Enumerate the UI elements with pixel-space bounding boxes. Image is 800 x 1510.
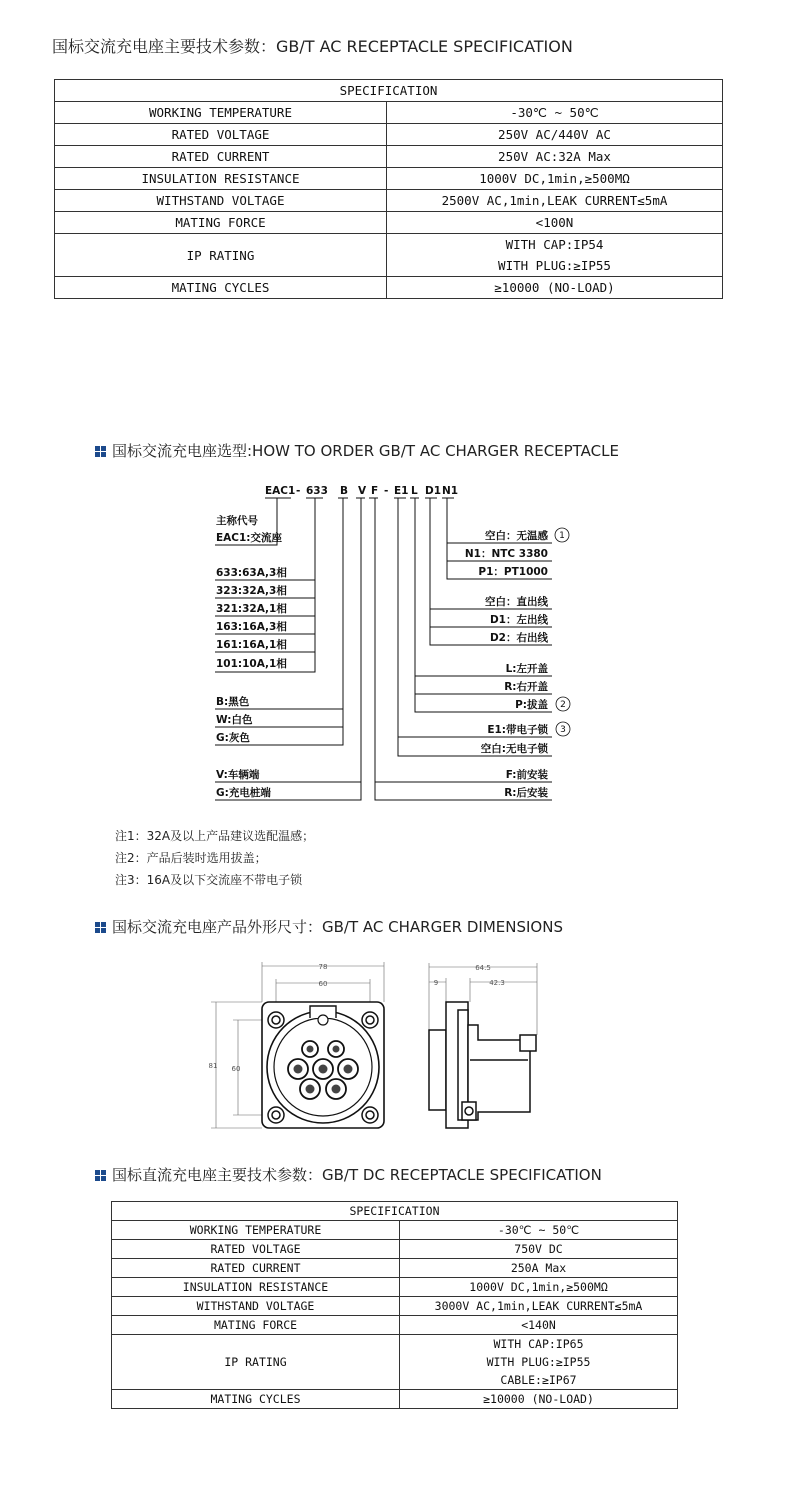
order-heading-text: 国标交流充电座选型:HOW TO ORDER GB/T AC CHARGER RECEPTACLE bbox=[112, 442, 619, 460]
spec-row bbox=[55, 168, 723, 190]
spec-value: 250V AC/440V AC bbox=[387, 124, 723, 146]
code-lock: E1 bbox=[394, 485, 409, 497]
end-option: G:充电桩端 bbox=[216, 787, 271, 799]
spec-value: <140N bbox=[400, 1316, 678, 1335]
spec-value: <100N bbox=[387, 212, 723, 234]
spec-value: 1000V DC,1min,≥500MΩ bbox=[400, 1278, 678, 1297]
end-option: V:车辆端 bbox=[216, 769, 260, 781]
spec-row bbox=[112, 1316, 678, 1335]
spec-label: INSULATION RESISTANCE bbox=[55, 168, 387, 190]
code-temp: N1 bbox=[442, 485, 459, 497]
spec-row bbox=[112, 1278, 678, 1297]
side-view bbox=[429, 1002, 536, 1128]
note-line: 注3：16A及以下交流座不带电子锁 bbox=[115, 873, 303, 887]
code-mount: V bbox=[358, 485, 367, 497]
rating-option: 323:32A,3相 bbox=[216, 585, 287, 597]
spec-row bbox=[55, 146, 723, 168]
code-base: EAC1 bbox=[265, 485, 296, 497]
order-heading bbox=[95, 440, 619, 461]
spec-label: WITHSTAND VOLTAGE bbox=[112, 1297, 400, 1316]
rating-option: 101:10A,1相 bbox=[216, 658, 287, 670]
temp-option: P1：PT1000 bbox=[478, 566, 548, 578]
spec-value: WITH CAP:IP54 bbox=[387, 234, 723, 256]
spec-label: RATED VOLTAGE bbox=[55, 124, 387, 146]
ac-spec-table bbox=[54, 79, 723, 299]
code-install: F bbox=[371, 485, 379, 497]
note-line: 注1：32A及以上产品建议选配温感； bbox=[115, 829, 315, 843]
spec-label: RATED CURRENT bbox=[55, 146, 387, 168]
spec-label: WITHSTAND VOLTAGE bbox=[55, 190, 387, 212]
rating-option: 163:16A,3相 bbox=[216, 621, 287, 633]
dim-side-total: 64.5 bbox=[475, 964, 491, 972]
wire-option: D1：左出线 bbox=[489, 614, 548, 626]
spec-row bbox=[55, 212, 723, 234]
dim-front-inner-height: 60 bbox=[231, 1065, 241, 1073]
cover-option: R:右开盖 bbox=[504, 681, 548, 693]
bullet-icon bbox=[95, 1170, 106, 1181]
spec-label: INSULATION RESISTANCE bbox=[112, 1278, 400, 1297]
ac-spec-heading: 国标交流充电座主要技术参数：GB/T AC RECEPTACLE SPECIFICATION bbox=[52, 37, 573, 56]
spec-row bbox=[112, 1335, 678, 1354]
dim-front-width: 78 bbox=[318, 963, 328, 971]
main-code-desc: EAC1:交流座 bbox=[216, 532, 283, 544]
dimensions-heading bbox=[95, 916, 563, 937]
color-option: B:黑色 bbox=[216, 696, 250, 708]
spec-label: MATING CYCLES bbox=[55, 277, 387, 299]
spec-value: 750V DC bbox=[400, 1240, 678, 1259]
spec-row bbox=[55, 102, 723, 124]
spec-row bbox=[112, 1390, 678, 1409]
spec-value: 3000V AC,1min,LEAK CURRENT≤5mA bbox=[400, 1297, 678, 1316]
dim-side-flange: 9 bbox=[433, 979, 439, 987]
main-code-title: 主称代号 bbox=[216, 515, 258, 527]
spec-value: ≥10000 (NO-LOAD) bbox=[400, 1390, 678, 1409]
wire-option: D2：右出线 bbox=[489, 632, 548, 644]
front-view bbox=[262, 1002, 384, 1128]
dim-front-height: 81 bbox=[208, 1062, 218, 1070]
dc-spec-heading bbox=[95, 1164, 602, 1185]
dimension-drawing bbox=[0, 955, 800, 1140]
lock-option: 空白:无电子锁 bbox=[480, 743, 548, 755]
rating-option: 321:32A,1相 bbox=[216, 603, 287, 615]
spec-table-title: SPECIFICATION bbox=[112, 1202, 678, 1221]
spec-label: WORKING TEMPERATURE bbox=[55, 102, 387, 124]
bullet-icon bbox=[95, 922, 106, 933]
install-option: F:前安装 bbox=[505, 769, 548, 781]
spec-row bbox=[112, 1240, 678, 1259]
temp-option: 空白：无温感 bbox=[485, 530, 548, 542]
spec-label: WORKING TEMPERATURE bbox=[112, 1221, 400, 1240]
cover-option: L:左开盖 bbox=[505, 663, 548, 675]
circle-mark: 3 bbox=[560, 725, 566, 735]
lock-option: E1:带电子锁 bbox=[487, 724, 548, 736]
spec-row bbox=[55, 277, 723, 299]
cover-option: P:拔盖 bbox=[515, 699, 548, 711]
circle-mark: 2 bbox=[560, 700, 566, 710]
color-option: W:白色 bbox=[216, 714, 253, 726]
spec-value: 250A Max bbox=[400, 1259, 678, 1278]
code-dash-1: - bbox=[296, 485, 301, 497]
spec-value: WITH PLUG:≥IP55 bbox=[400, 1353, 678, 1371]
rating-option: 633:63A,3相 bbox=[216, 567, 287, 579]
install-option: R:后安装 bbox=[504, 787, 548, 799]
spec-row bbox=[112, 1297, 678, 1316]
spec-label: IP RATING bbox=[55, 234, 387, 277]
spec-value: WITH CAP:IP65 bbox=[400, 1335, 678, 1354]
temp-option: N1：NTC 3380 bbox=[464, 548, 548, 560]
spec-label: RATED CURRENT bbox=[112, 1259, 400, 1278]
spec-label: IP RATING bbox=[112, 1335, 400, 1390]
spec-value: 250V AC:32A Max bbox=[387, 146, 723, 168]
dimensions-heading-text: 国标交流充电座产品外形尺寸：GB/T AC CHARGER DIMENSIONS bbox=[112, 918, 563, 936]
spec-row bbox=[112, 1221, 678, 1240]
spec-row bbox=[55, 124, 723, 146]
code-dash-2: - bbox=[384, 485, 389, 497]
code-wire: D1 bbox=[425, 485, 442, 497]
spec-label: MATING FORCE bbox=[112, 1316, 400, 1335]
spec-row bbox=[112, 1259, 678, 1278]
note-line: 注2：产品后装时选用拔盖； bbox=[115, 851, 267, 865]
spec-table-title: SPECIFICATION bbox=[55, 80, 723, 102]
color-option: G:灰色 bbox=[216, 732, 250, 744]
spec-label: RATED VOLTAGE bbox=[112, 1240, 400, 1259]
code-cover: L bbox=[411, 485, 418, 497]
spec-value: 1000V DC,1min,≥500MΩ bbox=[387, 168, 723, 190]
spec-label: MATING FORCE bbox=[55, 212, 387, 234]
notes-block bbox=[115, 825, 314, 891]
dim-side-body: 42.3 bbox=[489, 979, 505, 987]
spec-label: MATING CYCLES bbox=[112, 1390, 400, 1409]
code-rating: 633 bbox=[306, 485, 328, 497]
spec-value: -30℃ ~ 50℃ bbox=[387, 102, 723, 124]
dc-spec-table bbox=[111, 1201, 678, 1409]
code-color: B bbox=[340, 485, 349, 497]
spec-value: CABLE:≥IP67 bbox=[400, 1371, 678, 1390]
spec-row bbox=[55, 234, 723, 256]
spec-value: -30℃ ~ 50℃ bbox=[400, 1221, 678, 1240]
order-code-diagram bbox=[0, 470, 800, 810]
spec-value: WITH PLUG:≥IP55 bbox=[387, 255, 723, 277]
wire-option: 空白：直出线 bbox=[485, 596, 548, 608]
dc-spec-heading-text: 国标直流充电座主要技术参数：GB/T DC RECEPTACLE SPECIFICATION bbox=[112, 1166, 602, 1184]
spec-value: 2500V AC,1min,LEAK CURRENT≤5mA bbox=[387, 190, 723, 212]
circle-mark: 1 bbox=[559, 531, 565, 541]
dim-front-inner-width: 60 bbox=[318, 980, 328, 988]
rating-option: 161:16A,1相 bbox=[216, 639, 287, 651]
bullet-icon bbox=[95, 446, 106, 457]
spec-value: ≥10000 (NO-LOAD) bbox=[387, 277, 723, 299]
spec-row bbox=[55, 190, 723, 212]
